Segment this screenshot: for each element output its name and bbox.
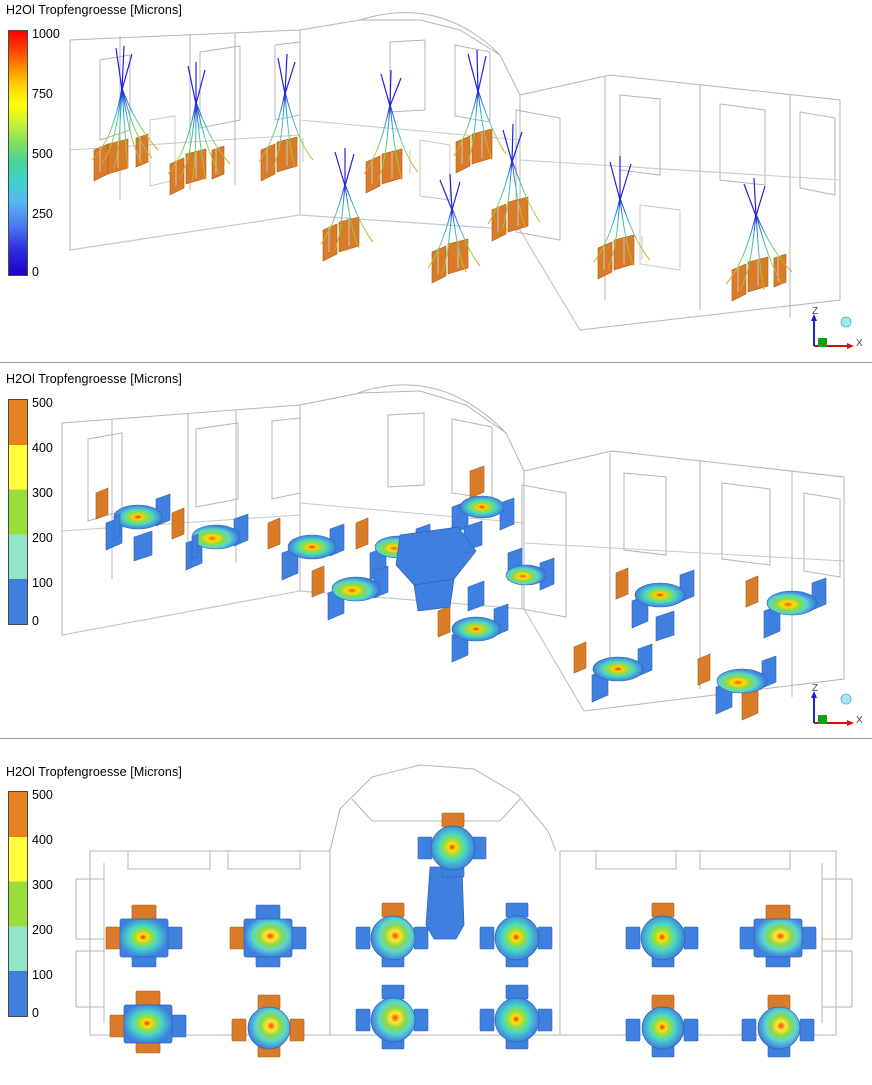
scene-trajectories	[0, 0, 872, 362]
colorbar-tick: 400	[32, 441, 53, 455]
colorbar-tick: 0	[32, 1006, 39, 1020]
colorbar-tick: 0	[32, 265, 39, 279]
colorbar-tick: 500	[32, 147, 53, 161]
colorbar-tick: 250	[32, 207, 53, 221]
colorbar-tick: 750	[32, 87, 53, 101]
scene-deposition-top	[0, 739, 872, 1085]
panel-surface-deposition-iso	[0, 363, 872, 738]
panel-title: H2Ol Tropfengroesse [Microns]	[6, 3, 182, 17]
panel-surface-deposition-top	[0, 739, 872, 1085]
axis-label-z: Z	[812, 306, 819, 317]
colorbar-tick: 300	[32, 878, 53, 892]
panel-title: H2Ol Tropfengroesse [Microns]	[6, 765, 182, 779]
colorbar-gradient	[8, 791, 28, 1017]
panel-title: H2Ol Tropfengroesse [Microns]	[6, 372, 182, 386]
colorbar-tick: 200	[32, 923, 53, 937]
axis-triad-1	[806, 308, 862, 352]
colorbar-legend-3	[8, 788, 78, 1020]
colorbar-tick: 100	[32, 576, 53, 590]
colorbar-tick: 0	[32, 614, 39, 628]
colorbar-tick: 200	[32, 531, 53, 545]
colorbar-legend-2	[8, 396, 78, 628]
colorbar-tick: 500	[32, 788, 53, 802]
colorbar-tick: 500	[32, 396, 53, 410]
axis-triad-2	[806, 685, 862, 729]
panel-droplet-trajectories	[0, 0, 872, 362]
axis-label-z: Z	[812, 683, 819, 694]
scene-deposition-iso	[0, 363, 872, 738]
colorbar-tick: 300	[32, 486, 53, 500]
colorbar-tick: 400	[32, 833, 53, 847]
colorbar-gradient	[8, 399, 28, 625]
colorbar-gradient	[8, 30, 28, 276]
colorbar-legend-1	[8, 27, 78, 279]
colorbar-tick: 1000	[32, 27, 60, 41]
colorbar-tick: 100	[32, 968, 53, 982]
axis-label-x: X	[856, 715, 863, 726]
axis-label-x: X	[856, 338, 863, 349]
